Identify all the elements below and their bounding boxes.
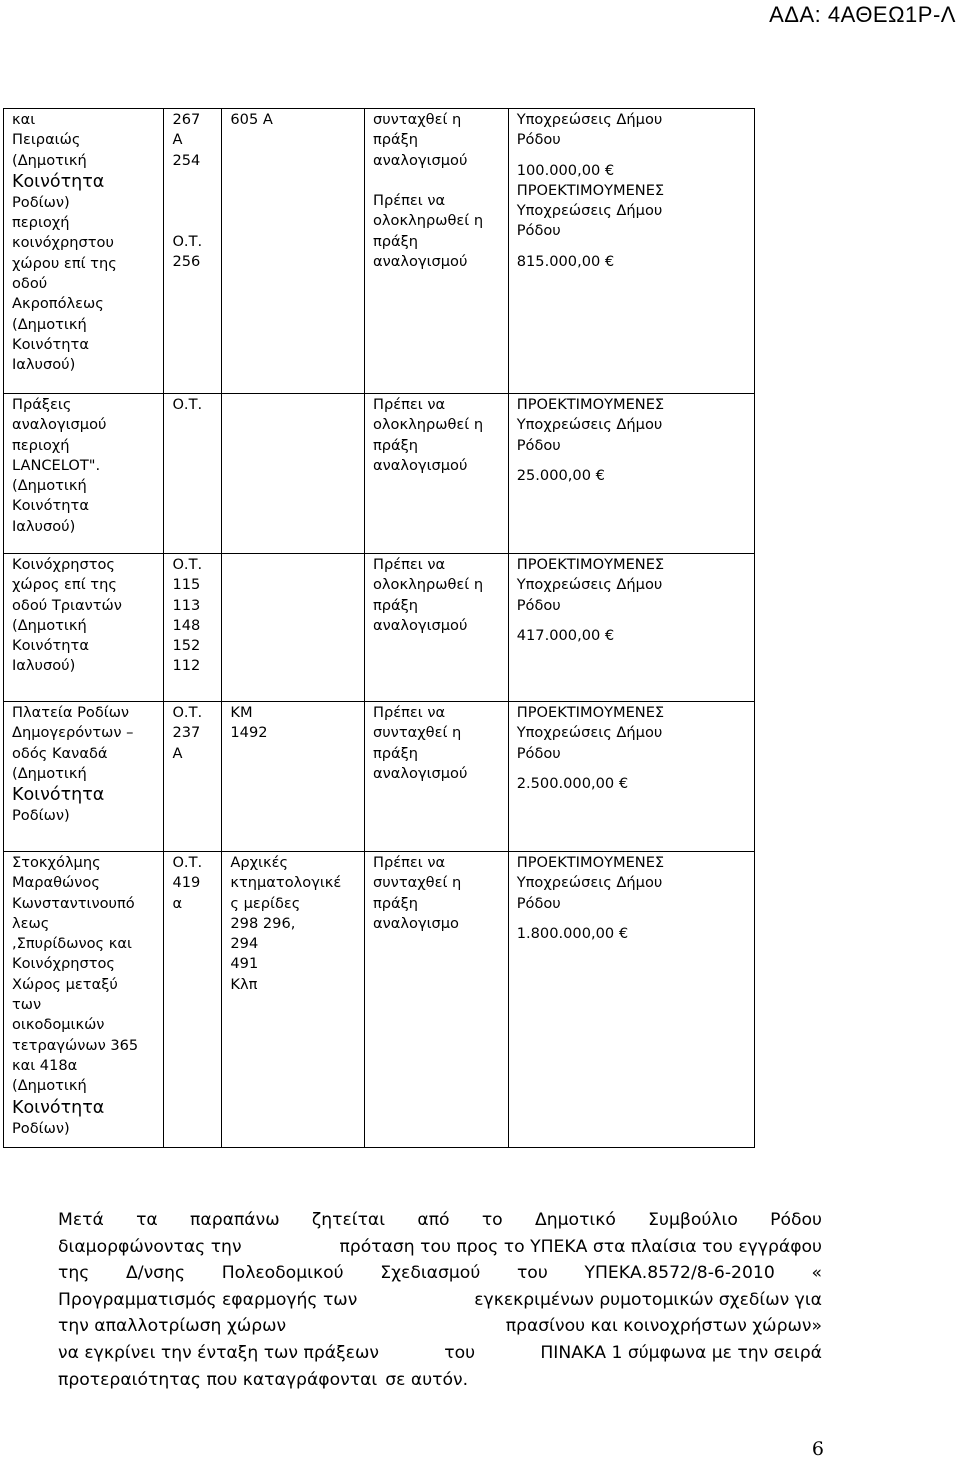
cell-line: ολοκληρωθεί η bbox=[372, 416, 484, 434]
projects-table bbox=[3, 108, 755, 1148]
cell-line: Υποχρεώσεις Δήμου bbox=[516, 416, 663, 434]
paragraph-line bbox=[58, 1367, 822, 1394]
cell-line: Κοινόχρηστος bbox=[12, 556, 115, 573]
cell-line: Κοινότητα bbox=[12, 335, 89, 353]
decision-paragraph bbox=[58, 1207, 822, 1393]
cell-line: Ρόδου bbox=[516, 744, 561, 762]
cell-line: Ροδίων) bbox=[12, 1119, 70, 1137]
cell-line: αναλογισμού bbox=[372, 456, 468, 474]
cell-line: Ρόδου bbox=[516, 894, 561, 912]
cell-line bbox=[172, 211, 213, 231]
table-cell-c1 bbox=[4, 852, 164, 1148]
cell-line: ς μερίδες bbox=[230, 894, 301, 912]
spacer bbox=[517, 914, 746, 924]
cell-line: 417.000,00 € bbox=[516, 626, 615, 644]
cell-line: 115 bbox=[172, 576, 201, 594]
paragraph-word: από bbox=[417, 1210, 450, 1230]
paragraph-word: του bbox=[444, 1342, 476, 1363]
cell-line: ΠΡΟΕΚΤΙΜΟΥΜΕΝΕΣ bbox=[516, 556, 665, 573]
cell-line: Ιαλυσού) bbox=[12, 356, 76, 374]
cell-line: (Δημοτική bbox=[12, 151, 87, 169]
cell-line: (Δημοτική bbox=[12, 616, 87, 634]
cell-line: Πειραιώς bbox=[12, 131, 81, 149]
cell-line: 294 bbox=[230, 935, 259, 953]
table-row bbox=[4, 852, 755, 1148]
paragraph-word: πρόταση του προς το ΥΠΕΚΑ στα πλαίσια του εγγράφου bbox=[339, 1236, 822, 1257]
paragraph-word: διαμορφώνοντας την bbox=[58, 1236, 242, 1257]
cell-line: περιοχή bbox=[12, 436, 70, 454]
table-cell-c2 bbox=[164, 702, 222, 852]
table-cell-c1 bbox=[4, 702, 164, 852]
cell-line: LANCELOT". bbox=[12, 456, 101, 474]
paragraph-word: ζητείται bbox=[311, 1210, 386, 1230]
cell-line: Κοινόχρηστος bbox=[12, 955, 115, 973]
spacer bbox=[517, 616, 746, 626]
paragraph-word: Μετά bbox=[58, 1210, 104, 1230]
cell-line: (Δημοτική bbox=[12, 315, 87, 333]
cell-line: Ακροπόλεως bbox=[12, 295, 104, 313]
cell-line: Υποχρεώσεις Δήμου bbox=[516, 724, 663, 742]
cell-line: α bbox=[172, 894, 183, 912]
table-cell-c3 bbox=[222, 554, 365, 702]
cell-line: οδού bbox=[12, 275, 48, 293]
cell-line: και 418α bbox=[12, 1056, 78, 1074]
cell-line: 254 bbox=[172, 151, 201, 169]
spacer bbox=[517, 242, 746, 252]
cell-line: πράξη bbox=[372, 436, 419, 454]
cell-line: και bbox=[12, 111, 36, 128]
table-cell-c2 bbox=[164, 394, 222, 554]
cell-line: Ο.Τ. bbox=[172, 396, 203, 413]
cell-line: οδού Τριαντών bbox=[12, 596, 122, 614]
cell-line: Ροδίων) bbox=[12, 193, 70, 211]
cell-line: ολοκληρωθεί η bbox=[372, 576, 484, 594]
cell-line: κοινόχρηστου bbox=[12, 234, 114, 252]
paragraph-word: παραπάνω bbox=[190, 1210, 280, 1230]
cell-line: Κωνσταντινουπό bbox=[12, 894, 135, 912]
cell-line: συνταχθεί η bbox=[372, 874, 462, 892]
cell-line: περιοχή bbox=[12, 214, 70, 232]
cell-line: Στοκχόλμης bbox=[12, 854, 101, 871]
cell-line: Ρόδου bbox=[516, 222, 561, 240]
cell-line: Ρόδου bbox=[516, 436, 561, 454]
cell-line bbox=[373, 171, 500, 191]
cell-line: Κλπ bbox=[230, 975, 258, 993]
table-cell-c1 bbox=[4, 109, 164, 394]
paragraph-word: Προγραμματισμός εφαρμογής των bbox=[58, 1289, 358, 1310]
paragraph-word: ΠΙΝΑΚΑ 1 σύμφωνα με την σειρά bbox=[540, 1342, 822, 1363]
cell-line: Ο.Τ. bbox=[172, 232, 203, 250]
cell-line: Υποχρεώσεις Δήμου bbox=[516, 874, 663, 892]
table-cell-c1 bbox=[4, 554, 164, 702]
table-cell-c3 bbox=[222, 702, 365, 852]
cell-line: Ο.Τ. bbox=[172, 704, 203, 721]
cell-line: αναλογισμού bbox=[372, 151, 468, 169]
cell-line: 113 bbox=[172, 596, 201, 614]
cell-line: αναλογισμού bbox=[372, 616, 468, 634]
table-cell-c5 bbox=[508, 852, 754, 1148]
cell-line: 267 bbox=[172, 111, 201, 128]
table-cell-c4 bbox=[364, 702, 508, 852]
cell-line: Αρχικές bbox=[230, 854, 289, 871]
table-cell-c2 bbox=[164, 554, 222, 702]
paragraph-word: « bbox=[811, 1263, 822, 1284]
table-cell-c3 bbox=[222, 394, 365, 554]
table-cell-c2 bbox=[164, 852, 222, 1148]
cell-line: ΠΡΟΕΚΤΙΜΟΥΜΕΝΕΣ bbox=[516, 181, 665, 199]
spacer bbox=[517, 456, 746, 466]
cell-line: τετραγώνων 365 bbox=[12, 1036, 139, 1054]
cell-line: Δημογερόντων – bbox=[12, 724, 134, 742]
table-row bbox=[4, 554, 755, 702]
table-cell-c4 bbox=[364, 554, 508, 702]
cell-line: οικοδομικών bbox=[12, 1016, 105, 1034]
cell-line: Α bbox=[172, 131, 183, 149]
cell-line: ΠΡΟΕΚΤΙΜΟΥΜΕΝΕΣ bbox=[516, 396, 665, 413]
cell-line: (Δημοτική bbox=[12, 477, 87, 495]
cell-line: Υποχρεώσεις Δήμου bbox=[516, 576, 663, 594]
cell-line: οδός Καναδά bbox=[12, 744, 108, 762]
cell-line: συνταχθεί η bbox=[372, 724, 462, 742]
cell-line: 148 bbox=[172, 616, 201, 634]
paragraph-word: της bbox=[58, 1263, 90, 1284]
cell-line: Κοινότητα bbox=[12, 785, 105, 806]
table-cell-c3 bbox=[222, 852, 365, 1148]
cell-line: πράξη bbox=[372, 596, 419, 614]
cell-line: 419 bbox=[172, 874, 201, 892]
paragraph-word: προτεραιότητας που καταγράφονται bbox=[58, 1369, 378, 1390]
cell-line: ΠΡΟΕΚΤΙΜΟΥΜΕΝΕΣ bbox=[516, 704, 665, 721]
paragraph-line bbox=[58, 1313, 822, 1340]
table-cell-c5 bbox=[508, 394, 754, 554]
cell-line: Πρέπει να bbox=[372, 854, 446, 871]
cell-line: των bbox=[12, 996, 42, 1014]
cell-line: 25.000,00 € bbox=[516, 466, 605, 484]
paragraph-word: Ρόδου bbox=[770, 1210, 822, 1230]
cell-line: Ο.Τ. bbox=[172, 556, 203, 573]
table-cell-c2 bbox=[164, 109, 222, 394]
cell-line: Ιαλυσού) bbox=[12, 517, 76, 535]
cell-line: 815.000,00 € bbox=[516, 252, 615, 270]
cell-line: Πλατεία Ροδίων bbox=[12, 704, 130, 721]
cell-line: Πρέπει να bbox=[372, 556, 446, 573]
cell-line: (Δημοτική bbox=[12, 764, 87, 782]
cell-line: 2.500.000,00 € bbox=[516, 774, 629, 792]
ada-code: ΑΔΑ: 4ΑΘΕΩ1Ρ-Λ bbox=[769, 2, 956, 27]
paragraph-word: εγκεκριμένων ρυμοτομικών σχεδίων για bbox=[474, 1289, 822, 1310]
paragraph-word: Συμβούλιο bbox=[648, 1210, 738, 1230]
cell-line: συνταχθεί η bbox=[372, 111, 462, 128]
cell-line: 100.000,00 € bbox=[516, 161, 615, 179]
cell-line: Πρέπει να bbox=[372, 704, 446, 721]
cell-line: 605 Α bbox=[230, 111, 273, 128]
paragraph-word: το bbox=[481, 1210, 503, 1230]
cell-line: λεως bbox=[12, 914, 50, 932]
table-row bbox=[4, 394, 755, 554]
cell-line bbox=[172, 171, 213, 191]
paragraph-word: σε αυτόν. bbox=[385, 1369, 469, 1390]
cell-line: Ιαλυσού) bbox=[12, 657, 76, 675]
table-row bbox=[4, 702, 755, 852]
cell-line: ΠΡΟΕΚΤΙΜΟΥΜΕΝΕΣ bbox=[516, 854, 665, 871]
cell-line: 237 bbox=[172, 724, 201, 742]
cell-line: Ρόδου bbox=[516, 596, 561, 614]
cell-line: χώρου επί της bbox=[12, 254, 117, 272]
table-cell-c5 bbox=[508, 109, 754, 394]
cell-line: πράξη bbox=[372, 894, 419, 912]
cell-line: Χώρος μεταξύ bbox=[12, 975, 118, 993]
table-cell-c5 bbox=[508, 554, 754, 702]
cell-line: ολοκληρωθεί η bbox=[372, 212, 484, 230]
cell-line: Ρόδου bbox=[516, 131, 561, 149]
cell-line: Κοινότητα bbox=[12, 637, 89, 655]
paragraph-line bbox=[58, 1340, 822, 1367]
paragraph-word: τα bbox=[136, 1210, 158, 1230]
paragraph-word: την απαλλοτρίωση χώρων bbox=[58, 1316, 287, 1337]
table-cell-c4 bbox=[364, 109, 508, 394]
table-cell-c5 bbox=[508, 702, 754, 852]
cell-line: ΚΜ bbox=[230, 704, 253, 721]
cell-line: Πρέπει να bbox=[372, 192, 446, 210]
cell-line: χώρος επί της bbox=[12, 576, 117, 594]
paragraph-word: Δημοτικό bbox=[534, 1210, 616, 1230]
cell-line: Ο.Τ. bbox=[172, 854, 203, 871]
cell-line: Κοινότητα bbox=[12, 1097, 105, 1118]
cell-line: πράξη bbox=[372, 131, 419, 149]
cell-line: πράξη bbox=[372, 232, 419, 250]
paragraph-word: ΥΠΕΚΑ.8572/8-6-2010 bbox=[584, 1263, 775, 1284]
cell-line: Κοινότητα bbox=[12, 171, 105, 192]
cell-line: 152 bbox=[172, 637, 201, 655]
paragraph-line bbox=[58, 1260, 822, 1287]
cell-line: Πρέπει να bbox=[372, 396, 446, 413]
spacer bbox=[517, 764, 746, 774]
paragraph-line bbox=[58, 1287, 822, 1314]
cell-line: Α bbox=[172, 744, 183, 762]
cell-line: 298 296, bbox=[230, 914, 296, 932]
cell-line: αναλογισμού bbox=[372, 764, 468, 782]
cell-line: αναλογισμο bbox=[372, 914, 459, 932]
table-cell-c4 bbox=[364, 394, 508, 554]
cell-line: Πράξεις bbox=[12, 396, 72, 413]
spacer bbox=[517, 151, 746, 161]
cell-line: αναλογισμού bbox=[372, 253, 468, 271]
paragraph-word: πρασίνου και κοινοχρήστων χώρων» bbox=[505, 1316, 822, 1337]
cell-line: 1.800.000,00 € bbox=[516, 924, 629, 942]
cell-line: κτηματολογικέ bbox=[230, 874, 342, 892]
cell-line: ,Σπυρίδωνος και bbox=[12, 935, 132, 953]
table-row bbox=[4, 109, 755, 394]
cell-line: Υποχρεώσεις Δήμου bbox=[516, 202, 663, 220]
cell-line: πράξη bbox=[372, 744, 419, 762]
table-cell-c1 bbox=[4, 394, 164, 554]
paragraph-word: Σχεδιασμού bbox=[380, 1263, 481, 1284]
cell-line: Ροδίων) bbox=[12, 807, 70, 825]
page-number: 6 bbox=[811, 1438, 824, 1460]
cell-line: 112 bbox=[172, 657, 201, 675]
cell-line: Κοινότητα bbox=[12, 497, 89, 515]
paragraph-word: Δ/νσης bbox=[126, 1263, 186, 1284]
cell-line: Μαραθώνος bbox=[12, 874, 100, 892]
cell-line: 491 bbox=[230, 955, 259, 973]
cell-line: αναλογισμού bbox=[12, 416, 107, 434]
paragraph-word: του bbox=[516, 1263, 548, 1284]
table-cell-c4 bbox=[364, 852, 508, 1148]
cell-line: 256 bbox=[172, 253, 201, 271]
cell-line: 1492 bbox=[230, 724, 268, 742]
paragraph-word: Πολεοδομικού bbox=[221, 1263, 344, 1284]
table-cell-c3 bbox=[222, 109, 365, 394]
cell-line: (Δημοτική bbox=[12, 1077, 87, 1095]
paragraph-word: να εγκρίνει την ένταξη των πράξεων bbox=[58, 1342, 379, 1363]
cell-line bbox=[172, 191, 213, 211]
paragraph-line bbox=[58, 1207, 822, 1234]
cell-line: Υποχρεώσεις Δήμου bbox=[516, 111, 663, 128]
paragraph-line bbox=[58, 1234, 822, 1261]
